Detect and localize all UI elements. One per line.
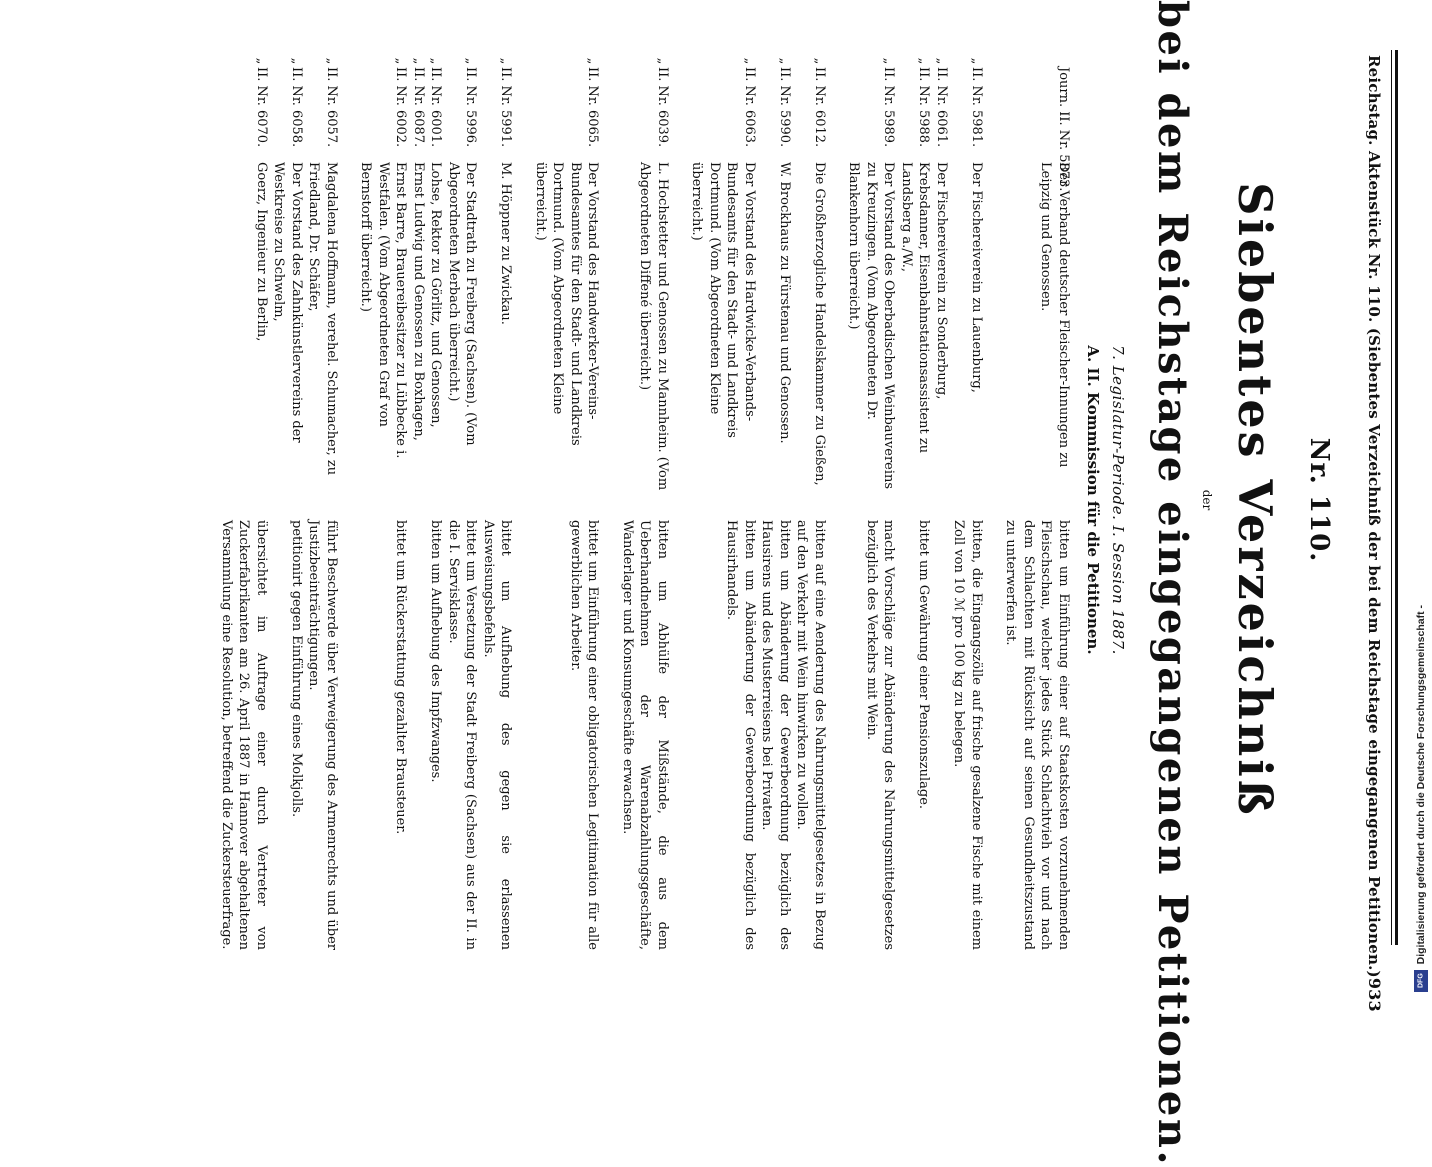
digitization-credit (1412, 605, 1430, 995)
ditto-mark: „ (916, 57, 932, 65)
petition-request: bitten um Abhülfe der Mißstände, die aus dem Ueberhandnehmen der Warenabzahlungsgeschäfte, Wanderlager und Konsumgeschäfte erwachsen. (620, 520, 670, 950)
page-number: 933 (1365, 977, 1384, 1012)
petition-request: führt Beschwerde über Verweigerung des Armenrechts und über Justizbeeinträchtigungen. (306, 520, 339, 950)
petitioner: Ernst Ludwig und Genossen zu Boxhagen, (411, 162, 426, 441)
journal-number: II. Nr. 6057. (324, 67, 339, 148)
petitioner: L. Hochstetter und Genossen zu Mannheim. (Vom Abgeordneten Diffené überreicht.) (637, 162, 670, 491)
petition-request: bittet um Rückerstattung gezahlter Brausteuer. (393, 520, 409, 835)
header-rule (1395, 50, 1398, 945)
petitioner: Die Großherzogliche Handelskammer zu Gießen, (812, 162, 827, 486)
petition-entry (758, 55, 793, 950)
entry-spacer (340, 55, 357, 950)
issue-number: Nr. 110. (1304, 437, 1334, 563)
petitioner: Der Fischereiverein zu Lauenburg, (969, 162, 984, 393)
dfg-logo: DFG (1414, 970, 1428, 992)
journal-number: II. Nr. 5988. (916, 67, 932, 148)
entry-spacer (985, 55, 1002, 950)
petition-entry (845, 55, 898, 950)
ditto-mark: „ (463, 57, 479, 65)
petition-request (933, 510, 951, 950)
ditto-mark: „ (742, 57, 757, 65)
petition-entry (427, 55, 445, 950)
petitioner: Krebsdanner, Eisenbahnstationsassistent zu Landsberg a./W., (899, 162, 932, 454)
entry-spacer (828, 55, 845, 950)
journal-number: II. Nr. 6070. (254, 67, 269, 148)
petition-request: bittet um Gewährung einer Pensionszulage. (916, 520, 932, 810)
petition-request: bittet um Einführung einer obligatorischen Legitimation für alle gewerblichen Arbeiter. (568, 520, 601, 950)
running-title: Reichstag. Aktenstück Nr. 110. (Siebentes Verzeichniß der bei dem Reichstage eingegangenen Petitionen.) (1365, 55, 1383, 978)
credit-text: Digitalisierung gefördert durch die Deutsche Forschungsgemeinschaft - (1415, 605, 1427, 965)
journal-number: II. Nr. 6001. (428, 67, 444, 148)
petition-entry (480, 55, 515, 950)
ditto-mark: „ (498, 57, 514, 65)
petitioner: Der Vorstand des Oberbadischen Weinbauvereins zu Kreuzingen. (Vom Abgeordneten Dr. Blankenhorn überreicht.) (846, 162, 897, 490)
ditto-mark: „ (585, 57, 601, 65)
petitioner: Der Verband deutscher Fleischer-Innungen zu Leipzig und Genossen. (1038, 162, 1071, 468)
petition-entry (270, 55, 305, 950)
petition-entry (793, 55, 828, 950)
journal-number: II. Nr. 6063. (742, 67, 757, 148)
petitioner: Der Vorstand des Hardwicke-Verbands-Bundesamts für den Stadt- und Landkreis Dortmund. (Vom Abgeordneten Kleine überreicht.) (689, 162, 757, 438)
petitioner: Goerz, Ingenieur zu Berlin, (254, 162, 269, 342)
ditto-mark: „ (777, 57, 792, 65)
journal-number: II. Nr. 5990. (777, 67, 792, 148)
petition-request: bitten um Abänderung der Gewerbeordnung bezüglich des Hausirens und des Musterreisens bei Privaten. (759, 520, 792, 950)
petition-entry (410, 55, 428, 950)
journal-number: Journ. II. Nr. 5873. (1056, 67, 1071, 192)
ditto-mark: „ (289, 57, 304, 65)
petition-list (218, 55, 1073, 950)
journal-number: II. Nr. 5996. (463, 67, 479, 148)
ditto-mark: „ (934, 57, 949, 65)
running-header (1360, 55, 1384, 1012)
journal-number: II. Nr. 6061. (934, 67, 949, 148)
journal-number: II. Nr. 5981. (969, 67, 984, 148)
petition-entry (950, 55, 985, 950)
journal-number: II. Nr. 5991. (498, 67, 514, 148)
entry-spacer (515, 55, 532, 950)
petitioner: Magdalena Hoffmann, verehel. Schumacher, zu Friedland, Dr. Schäfer, (306, 162, 339, 476)
entry-spacer (602, 55, 619, 950)
petitioner: Lohse, Rektor zu Görlitz, und Genossen, (428, 162, 444, 428)
ditto-mark: „ (254, 57, 269, 65)
ditto-mark: „ (428, 57, 444, 65)
petition-request: übersichtet im Auftrage einer durch Vertreter von Zuckerfabrikanten am 26. April 1887 in Hannover abgehaltenen Versammlung eine Resolution, betreffend die Zuckersteuerfrage. (219, 520, 269, 950)
petitioner: Der Fischereiverein zu Sonderburg, (934, 162, 949, 400)
petition-entry (445, 55, 480, 950)
petition-entry (1002, 55, 1072, 950)
petitioner: W. Brockhaus zu Fürstenau und Genossen. (777, 162, 792, 444)
petition-request: bitten um Aufhebung des Impfzwanges. (428, 520, 444, 783)
ditto-mark: „ (411, 57, 426, 65)
journal-number: II. Nr. 6012. (812, 67, 827, 148)
document-title-der: der (1200, 489, 1214, 511)
petition-request: bittet um Versetzung der Stadt Freiberg (Sachsen) aus der II. in die I. Servisklasse. (446, 520, 479, 950)
journal-number: II. Nr. 6039. (655, 67, 670, 148)
petition-request: bittet um Aufhebung des gegen sie erlassenen Ausweisungsbefehls. (481, 520, 514, 950)
petitioner: Der Vorstand des Handwerker-Vereins-Bundesamtes für den Stadt- und Landkreis Dortmund. (Vom Abgeordneten Kleine überreicht.) (533, 162, 601, 446)
journal-number: II. Nr. 6087. (411, 67, 426, 148)
journal-number: II. Nr. 6002. (393, 67, 409, 148)
journal-number: II. Nr. 5989. (881, 67, 897, 148)
ditto-mark: „ (393, 57, 409, 65)
petition-entry (357, 55, 410, 950)
ditto-mark (1002, 55, 1072, 67)
petition-entry (933, 55, 951, 950)
petition-request (410, 510, 428, 950)
petition-entry (619, 55, 672, 950)
petition-request: bitten um Abänderung der Gewerbeordnung bezüglich des Hausirhandels. (724, 520, 757, 950)
document-title-line1: Siebentes Verzeichniß (1228, 182, 1282, 818)
petitioner: Ernst Barre, Brauereibesitzer zu Lübbecke i. Westfalen. (Vom Abgeordneten Graf von Bernstorff überreicht.) (358, 162, 409, 459)
journal-number: II. Nr. 6065. (585, 67, 601, 148)
petitioner: Der Vorstand des Zahnkünstlervereins der Westkreise zu Schwelm, (271, 162, 304, 443)
petition-entry (532, 55, 602, 950)
petition-request: macht Vorschläge zur Abänderung des Nahrungsmittelgesetzes bezüglich des Verkehrs mit Wein. (864, 520, 897, 950)
petitioner: M. Höppner zu Zwickau. (498, 162, 514, 325)
ditto-mark: „ (881, 57, 897, 65)
petition-request: bitten, die Eingangszölle auf frische gesalzene Fische mit einem Zoll von 10 ℳ pro 100 kg zu belegen. (951, 520, 984, 950)
ditto-mark: „ (324, 57, 339, 65)
petition-entry (898, 55, 933, 950)
petition-entry (218, 55, 271, 950)
entry-spacer (671, 55, 688, 950)
document-title-line2: bei dem Reichstage eingegangenen Petitionen. (1149, 0, 1196, 1167)
petition-request: petitionirt gegen Einführung eines Molkjolls. (289, 520, 304, 818)
header-rule-thin (1391, 50, 1392, 945)
petition-request: bitten auf eine Aenderung des Nahrungsmittelgesetzes in Bezug auf den Verkehr mit Wein hinwirken zu wollen. (794, 520, 827, 950)
ditto-mark: „ (812, 57, 827, 65)
petitioner: Der Stadtrath zu Freiberg (Sachsen). (Vom Abgeordneten Merbach überreicht.) (446, 162, 479, 446)
ditto-mark: „ (655, 57, 670, 65)
journal-number: II. Nr. 6058. (289, 67, 304, 148)
petition-entry (305, 55, 340, 950)
document-subtitle: 7. Legislatur-Periode. I. Session 1887. (1109, 345, 1127, 655)
petition-entry (688, 55, 758, 950)
petition-request: bitten um Einführung einer auf Staatskosten vorzunehmenden Fleischschau, welcher jedes Stück Schlachtvieh vor und nach dem Schlachten mit Rücksicht auf seinen Gesundheitszustand zu unterwerfen ist. (1003, 520, 1071, 950)
section-heading: A. II. Kommission für die Petitionen. (1084, 345, 1102, 655)
ditto-mark: „ (969, 57, 984, 65)
